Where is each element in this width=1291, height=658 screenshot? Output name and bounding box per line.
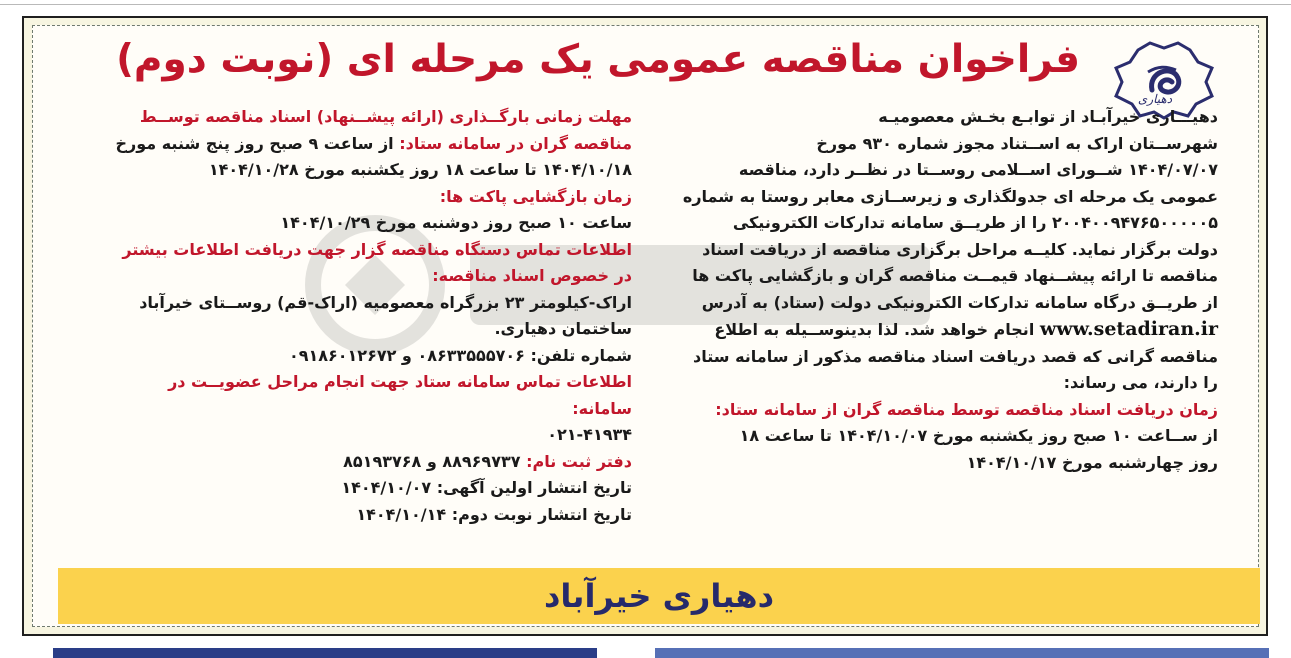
text-line: از ســاعت ۱۰ صبح روز یکشنبه مورخ ۱۴۰۴/۱۰/۰۷ تا ساعت ۱۸ [739, 426, 1218, 445]
contact-heading: اطلاعات تماس دستگاه مناقصه گزار جهت دریافت اطلاعات بیشتر [122, 239, 632, 259]
text-line: مناقصه گرانی که قصد دریافت اسناد مناقصه مذکور از سامانه ستاد [693, 346, 1218, 366]
receive-heading: زمان دریافت اسناد مناقصه توسط مناقصه گران از سامانه ستاد: [715, 399, 1218, 419]
address-line: اراک-کیلومتر ۲۳ بزرگراه معصومیه (اراک-قم) روســتای خیرآباد [139, 292, 632, 312]
contact-heading-cont: در خصوص اسناد مناقصه: [432, 266, 632, 285]
logo-caption: دهیاری [1137, 92, 1173, 106]
text-line: مناقصه تا ارائه پیشــنهاد قیمــت مناقصه گران و بازگشایی پاکت ها [692, 266, 1218, 285]
text-line: عمومی یک مرحله ای جدولگذاری و زیرســازی معابر روستا به شماره [682, 186, 1218, 206]
publish-first: تاریخ انتشار اولین آگهی: ۱۴۰۴/۱۰/۰۷ [341, 478, 632, 497]
url-suffix: انجام خواهد شد. لذا بدینوســیله به اطلاع [714, 320, 1035, 339]
deadline-heading-cont: مناقصه گران در سامانه ستاد: [399, 133, 632, 153]
footer-title: دهیاری خیرآباد [543, 577, 775, 615]
setad-contact-heading: اطلاعات تماس سامانه ستاد جهت انجام مراحل عضویــت در [168, 372, 632, 391]
text-line: از طریــق درگاه سامانه تدارکات الکترونیکی دولت (ستاد) به آدرس [701, 292, 1218, 312]
left-column [60, 104, 632, 528]
deadline-text: از ساعت ۹ صبح روز پنج شنبه مورخ [115, 133, 394, 153]
registry-line [60, 449, 632, 476]
text-line: شهرســتان اراک به اســتناد مجوز شماره ۹۳۰ مورخ [816, 133, 1218, 153]
text-line: دولت برگزار نماید. کلیــه مراحل برگزاری مناقصه از دریافت اسناد [702, 239, 1218, 259]
publish-second: تاریخ انتشار نوبت دوم: ۱۴۰۴/۱۰/۱۴ [356, 504, 632, 524]
url-line [656, 316, 1218, 344]
setad-url-link[interactable]: www.setadiran.ir [1039, 318, 1218, 340]
address-line: ساختمان دهیاری. [494, 319, 632, 338]
bottom-strip-right [655, 648, 1269, 658]
opening-text: ساعت ۱۰ صبح روز دوشنبه مورخ ۱۴۰۴/۱۰/۲۹ [280, 213, 632, 232]
deadline-line [60, 131, 632, 158]
setad-contact-heading-cont: سامانه: [572, 398, 632, 418]
right-column [656, 104, 1218, 476]
text-line: دهیـــاری خیرآبـاد از توابـع بخـش معصومیـه [878, 107, 1218, 126]
deadline-heading: مهلت زمانی بارگــذاری (ارائه پیشــنهاد) اسناد مناقصه توســط [139, 107, 632, 126]
opening-heading: زمان بازگشایی پاکت ها: [439, 186, 632, 206]
phone-line: شماره تلفن: ۰۸۶۳۳۵۵۵۷۰۶ و ۰۹۱۸۶۰۱۲۶۷۲ [288, 345, 632, 365]
registry-label: دفتر ثبت نام: [526, 451, 632, 471]
registry-numbers: ۸۸۹۶۹۷۳۷ و ۸۵۱۹۳۷۶۸ [343, 451, 521, 471]
text-line: ۱۴۰۴/۰۷/۰۷ شــورای اســلامی روســتا در نظــر دارد، مناقصه [738, 160, 1218, 179]
notice-title: فراخوان مناقصه عمومی یک مرحله ای (نوبت دوم) [116, 37, 1080, 82]
text-line: ۲۰۰۴۰۰۹۴۷۶۵۰۰۰۰۰۵ را از طریــق سامانه تدارکات الکترونیکی [732, 213, 1218, 232]
text-line: روز چهارشنبه مورخ ۱۴۰۴/۱۰/۱۷ [966, 452, 1218, 472]
bottom-strip-left [53, 648, 597, 658]
deadline-dates: ۱۴۰۴/۱۰/۱۸ تا ساعت ۱۸ روز یکشنبه مورخ ۱۴۰۴/۱۰/۲۸ [208, 160, 632, 179]
text-line: را دارند، می رساند: [1063, 373, 1218, 392]
top-divider [0, 4, 1291, 5]
setad-phone: ۰۲۱-۴۱۹۳۴ [547, 425, 632, 444]
setad-line [60, 396, 632, 423]
